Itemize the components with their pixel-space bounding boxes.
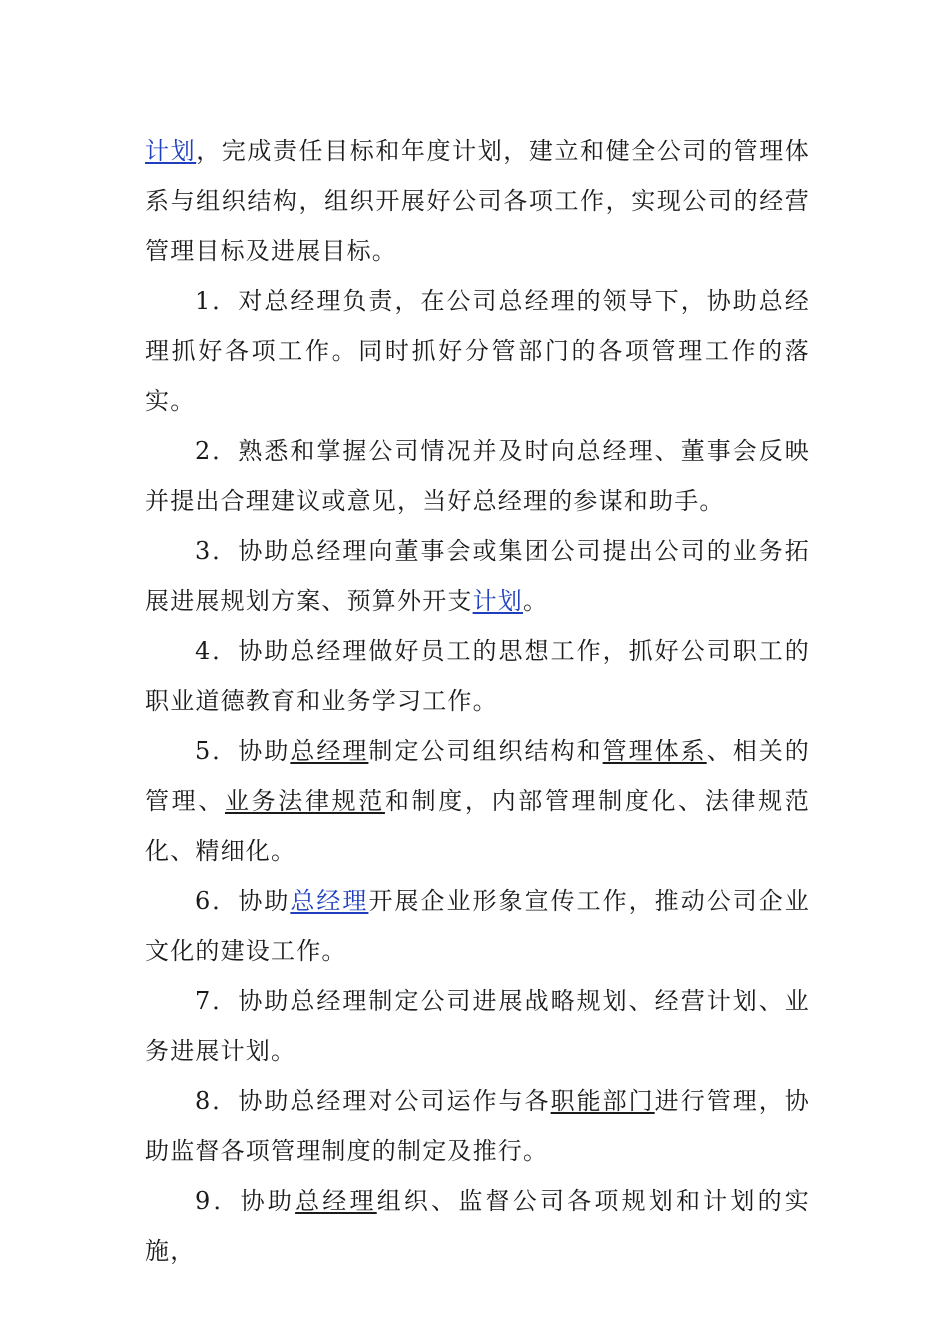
paragraph — [145, 426, 810, 526]
text-run: 9．协助 — [195, 1187, 296, 1215]
text-run: 制定公司组织结构和 — [368, 737, 603, 765]
text-run: 7．协助总经理制定公司进展战略规划、经营计划、业务进展计划。 — [145, 987, 810, 1065]
paragraph — [145, 276, 810, 426]
text-run: 和制度，内部管理制度化、法律规范化、精细化。 — [145, 787, 811, 865]
text-run: ，完成责任目标和年度计划，建立和健全公司的管理体系与组织结构，组织开展好公司各项工作，实现公司的经营管理目标及进展目标。 — [145, 137, 810, 265]
text-run: 3．协助总经理向董事会或集团公司提出公司的业务拓展进展规划方案、预算外开支 — [145, 537, 810, 615]
text-run: 组织、监督公司各项规划和计划的实施， — [145, 1187, 810, 1265]
text-run: 进行管理，协助监督各项管理制度的制定及推行。 — [145, 1087, 810, 1165]
paragraph — [145, 626, 810, 726]
text-run: 4．协助总经理做好员工的思想工作，抓好公司职工的职业道德教育和业务学习工作。 — [145, 637, 810, 715]
underlined-term: 总经理 — [290, 737, 369, 765]
hyperlink[interactable]: 总经理 — [290, 887, 369, 915]
hyperlink[interactable]: 计划 — [472, 587, 524, 615]
text-run: 1．对总经理负责，在公司总经理的领导下，协助总经理抓好各项工作。同时抓好分管部门的各项管理工作的落实。 — [145, 287, 810, 415]
text-run: 、相关的管理、 — [145, 737, 810, 815]
paragraph — [145, 1176, 810, 1276]
text-run: 6．协助 — [195, 887, 291, 915]
document-body — [145, 126, 810, 1276]
text-run: 。 — [523, 587, 549, 615]
text-run: 开展企业形象宣传工作，推动公司企业文化的建设工作。 — [145, 887, 810, 965]
underlined-term: 职能部门 — [550, 1087, 655, 1115]
paragraph — [145, 726, 810, 876]
underlined-term: 业务法律规范 — [224, 787, 385, 815]
paragraph — [145, 126, 810, 276]
underlined-term: 管理体系 — [602, 737, 707, 765]
paragraph — [145, 876, 810, 976]
text-run: 2．熟悉和掌握公司情况并及时向总经理、董事会反映并提出合理建议或意见，当好总经理的参谋和助手。 — [145, 437, 810, 515]
paragraph — [145, 976, 810, 1076]
paragraph — [145, 1076, 810, 1176]
text-run: 8．协助总经理对公司运作与各 — [195, 1087, 551, 1115]
text-run: 5．协助 — [195, 737, 291, 765]
paragraph — [145, 526, 810, 626]
hyperlink[interactable]: 计划 — [145, 137, 197, 165]
underlined-term: 总经理 — [295, 1187, 377, 1215]
